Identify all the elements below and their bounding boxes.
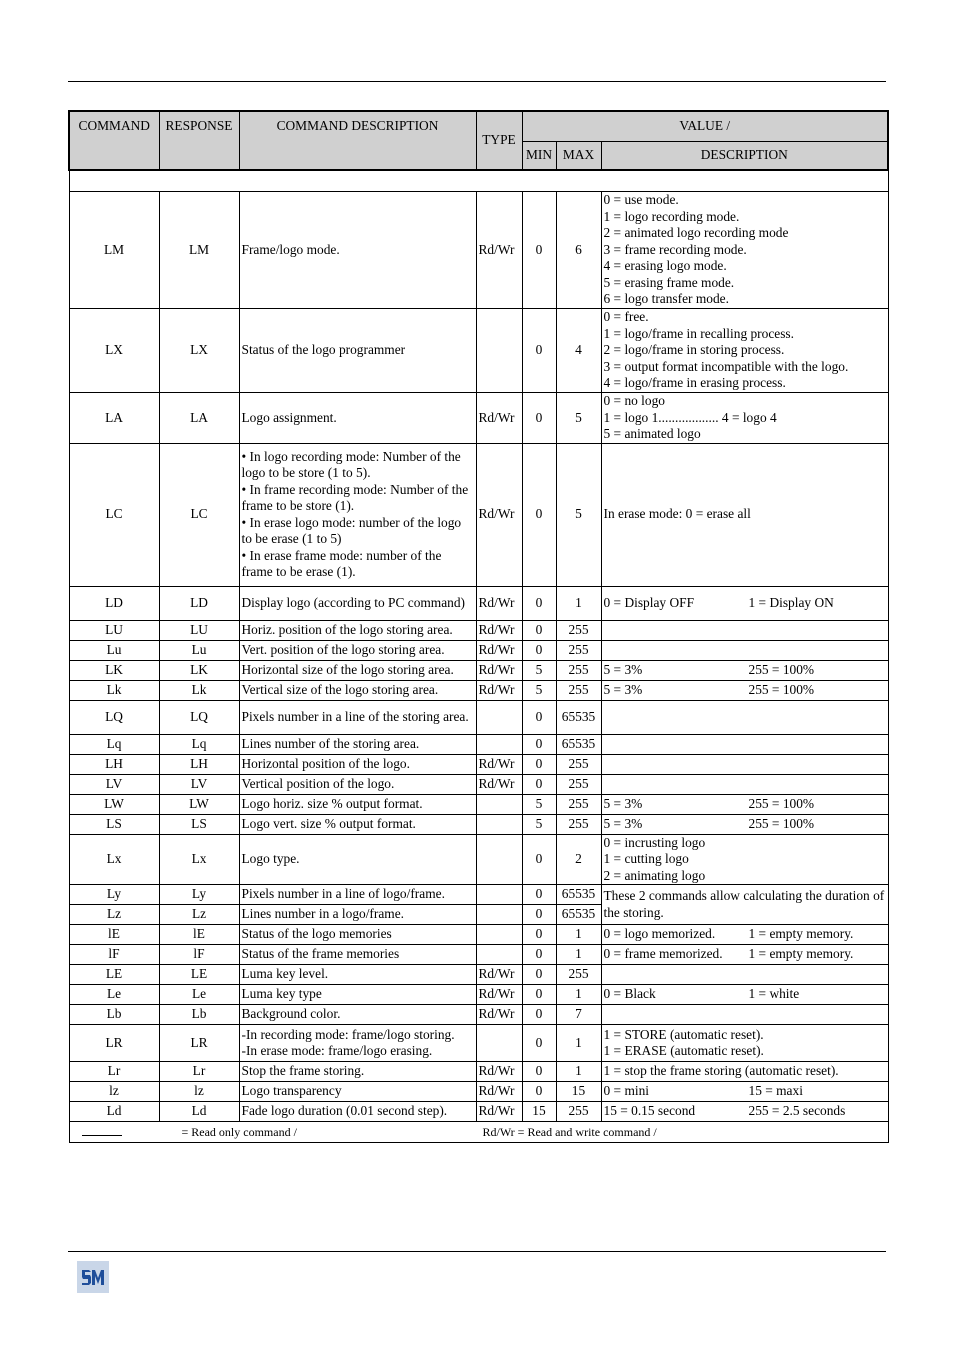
response-cell: Lz bbox=[159, 905, 239, 925]
command-cell: LU bbox=[69, 620, 159, 640]
value-line: 1 = logo 1.................. 4 = logo 4 bbox=[603, 409, 777, 425]
table-row bbox=[69, 443, 888, 586]
table-row bbox=[69, 774, 888, 794]
table-row bbox=[69, 309, 888, 393]
type-cell: Rd/Wr bbox=[476, 620, 522, 640]
response-cell: LU bbox=[159, 620, 239, 640]
value-line: 1 = logo recording mode. bbox=[603, 208, 740, 224]
response-cell: Ld bbox=[159, 1102, 239, 1122]
max-cell: 1 bbox=[556, 1062, 601, 1082]
legend-row bbox=[69, 1122, 888, 1143]
command-cell: LH bbox=[69, 754, 159, 774]
response-cell: lz bbox=[159, 1082, 239, 1102]
min-cell: 0 bbox=[522, 754, 556, 774]
value-description-cell bbox=[601, 985, 888, 1005]
type-cell bbox=[476, 794, 522, 814]
command-cell: Lz bbox=[69, 905, 159, 925]
table-row bbox=[69, 586, 888, 620]
max-cell: 7 bbox=[556, 1005, 601, 1025]
col-header-type: TYPE bbox=[476, 111, 522, 170]
table-row bbox=[69, 985, 888, 1005]
description-cell: Vertical size of the logo storing area. bbox=[239, 680, 476, 700]
response-cell: Lq bbox=[159, 734, 239, 754]
value-line: 0 = no logo bbox=[603, 393, 665, 408]
description-cell: Logo type. bbox=[239, 834, 476, 885]
value-line: 4 = erasing logo mode. bbox=[603, 258, 727, 274]
min-cell: 0 bbox=[522, 1025, 556, 1062]
type-cell bbox=[476, 309, 522, 393]
value-description-cell bbox=[601, 1005, 888, 1025]
command-cell: Ld bbox=[69, 1102, 159, 1122]
description-cell: Background color. bbox=[239, 1005, 476, 1025]
response-cell: lF bbox=[159, 945, 239, 965]
max-cell: 255 bbox=[556, 774, 601, 794]
value-high: 255 = 100% bbox=[748, 815, 815, 831]
command-cell: LC bbox=[69, 443, 159, 586]
description-cell bbox=[239, 1025, 476, 1062]
min-cell: 15 bbox=[522, 1102, 556, 1122]
command-cell: LR bbox=[69, 1025, 159, 1062]
max-cell: 6 bbox=[556, 192, 601, 309]
value-description-cell bbox=[601, 192, 888, 309]
type-cell: Rd/Wr bbox=[476, 660, 522, 680]
response-cell: Ly bbox=[159, 885, 239, 905]
description-cell: Luma key level. bbox=[239, 965, 476, 985]
type-cell bbox=[476, 1025, 522, 1062]
value-low: 5 = 3% bbox=[603, 815, 643, 831]
response-cell: LS bbox=[159, 814, 239, 834]
table-row bbox=[69, 945, 888, 965]
description-cell: Logo transparency bbox=[239, 1082, 476, 1102]
description-cell: Stop the frame storing. bbox=[239, 1062, 476, 1082]
type-cell bbox=[476, 905, 522, 925]
value-line: In erase mode: 0 = erase all bbox=[603, 506, 751, 522]
description-cell: Status of the frame memories bbox=[239, 945, 476, 965]
table-row bbox=[69, 640, 888, 660]
min-cell: 0 bbox=[522, 945, 556, 965]
command-cell: LW bbox=[69, 794, 159, 814]
type-cell: Rd/Wr bbox=[476, 1082, 522, 1102]
type-cell: Rd/Wr bbox=[476, 1062, 522, 1082]
min-cell: 0 bbox=[522, 965, 556, 985]
description-line: -In erase mode: frame/logo erasing. bbox=[241, 1043, 433, 1058]
value-line: 0 = incrusting logo bbox=[603, 834, 706, 850]
response-cell: LX bbox=[159, 309, 239, 393]
type-cell bbox=[476, 814, 522, 834]
min-cell: 0 bbox=[522, 1005, 556, 1025]
description-cell: Status of the logo programmer bbox=[239, 309, 476, 393]
max-cell: 2 bbox=[556, 834, 601, 885]
value-low: 5 = 3% bbox=[603, 681, 643, 697]
value-low: 0 = Display OFF bbox=[603, 594, 695, 610]
value-low: 5 = 3% bbox=[603, 795, 643, 811]
table-row bbox=[69, 794, 888, 814]
max-cell: 65535 bbox=[556, 700, 601, 734]
max-cell: 1 bbox=[556, 1025, 601, 1062]
min-cell: 0 bbox=[522, 925, 556, 945]
max-cell: 65535 bbox=[556, 734, 601, 754]
description-cell: Horiz. position of the logo storing area. bbox=[239, 620, 476, 640]
type-cell bbox=[476, 834, 522, 885]
value-line: 3 = output format incompatible with the logo. bbox=[603, 358, 849, 374]
min-cell: 0 bbox=[522, 192, 556, 309]
max-cell: 1 bbox=[556, 586, 601, 620]
max-cell: 255 bbox=[556, 965, 601, 985]
min-cell: 0 bbox=[522, 393, 556, 444]
response-cell: LR bbox=[159, 1025, 239, 1062]
command-cell: LS bbox=[69, 814, 159, 834]
value-line: 0 = use mode. bbox=[603, 192, 679, 208]
response-cell: LD bbox=[159, 586, 239, 620]
value-description-cell bbox=[601, 443, 888, 586]
max-cell: 5 bbox=[556, 443, 601, 586]
value-description-cell bbox=[601, 1025, 888, 1062]
type-cell: Rd/Wr bbox=[476, 393, 522, 444]
min-cell: 0 bbox=[522, 834, 556, 885]
description-cell: Logo vert. size % output format. bbox=[239, 814, 476, 834]
table-row bbox=[69, 834, 888, 885]
type-cell bbox=[476, 700, 522, 734]
header-rule bbox=[68, 81, 886, 82]
col-header-max: MAX bbox=[556, 142, 601, 171]
description-cell: Fade logo duration (0.01 second step). bbox=[239, 1102, 476, 1122]
value-description-cell bbox=[601, 586, 888, 620]
value-high: 255 = 2.5 seconds bbox=[748, 1103, 846, 1119]
type-cell: Rd/Wr bbox=[476, 774, 522, 794]
legend-read-write: Rd/Wr = Read and write command / bbox=[482, 1124, 657, 1139]
min-cell: 0 bbox=[522, 1062, 556, 1082]
value-line: 2 = logo/frame in storing process. bbox=[603, 342, 785, 358]
command-cell: LV bbox=[69, 774, 159, 794]
description-bullet: • In logo recording mode: Number of the logo to be store (1 to 5). bbox=[241, 448, 461, 480]
table-row bbox=[69, 814, 888, 834]
description-cell bbox=[239, 443, 476, 586]
max-cell: 255 bbox=[556, 814, 601, 834]
table-row bbox=[69, 620, 888, 640]
value-description-cell: These 2 commands allow calculating the duration of the storing. bbox=[601, 885, 888, 925]
value-description-cell bbox=[601, 814, 888, 834]
description-cell: Status of the logo memories bbox=[239, 925, 476, 945]
command-cell: Lq bbox=[69, 734, 159, 754]
value-high: 255 = 100% bbox=[748, 795, 815, 811]
command-cell: LQ bbox=[69, 700, 159, 734]
type-cell bbox=[476, 945, 522, 965]
value-description-cell bbox=[601, 309, 888, 393]
value-description-cell bbox=[601, 834, 888, 885]
value-line: 3 = frame recording mode. bbox=[603, 241, 747, 257]
table-row bbox=[69, 680, 888, 700]
description-cell: Pixels number in a line of logo/frame. bbox=[239, 885, 476, 905]
response-cell: LQ bbox=[159, 700, 239, 734]
min-cell: 0 bbox=[522, 985, 556, 1005]
value-description-cell bbox=[601, 620, 888, 640]
min-cell: 0 bbox=[522, 640, 556, 660]
response-cell: Lr bbox=[159, 1062, 239, 1082]
value-low: 15 = 0.15 second bbox=[603, 1103, 696, 1119]
table-row bbox=[69, 660, 888, 680]
value-line: 5 = erasing frame mode. bbox=[603, 274, 735, 290]
value-low: 5 = 3% bbox=[603, 661, 643, 677]
min-cell: 0 bbox=[522, 905, 556, 925]
max-cell: 1 bbox=[556, 985, 601, 1005]
command-cell: LE bbox=[69, 965, 159, 985]
description-cell: Logo assignment. bbox=[239, 393, 476, 444]
table-row bbox=[69, 734, 888, 754]
value-line: 1 = cutting logo bbox=[603, 851, 689, 866]
type-cell: Rd/Wr bbox=[476, 586, 522, 620]
value-line: 6 = logo transfer mode. bbox=[603, 291, 729, 307]
min-cell: 0 bbox=[522, 700, 556, 734]
command-cell: Lx bbox=[69, 834, 159, 885]
response-cell: LE bbox=[159, 965, 239, 985]
value-line: 0 = free. bbox=[603, 309, 649, 325]
value-line: 2 = animating logo bbox=[603, 867, 706, 883]
response-cell: Lx bbox=[159, 834, 239, 885]
description-cell: Vertical position of the logo. bbox=[239, 774, 476, 794]
command-cell: lF bbox=[69, 945, 159, 965]
command-cell: LD bbox=[69, 586, 159, 620]
command-cell: lz bbox=[69, 1082, 159, 1102]
command-cell: LM bbox=[69, 192, 159, 309]
type-cell: Rd/Wr bbox=[476, 985, 522, 1005]
command-cell: Lb bbox=[69, 1005, 159, 1025]
response-cell: LW bbox=[159, 794, 239, 814]
response-cell: LA bbox=[159, 393, 239, 444]
value-line: 1 = ERASE (automatic reset). bbox=[603, 1043, 764, 1058]
response-cell: LC bbox=[159, 443, 239, 586]
value-high: 1 = Display ON bbox=[748, 594, 834, 610]
response-cell: LV bbox=[159, 774, 239, 794]
company-logo-icon bbox=[77, 1261, 109, 1293]
legend-read-only: = Read only command / bbox=[181, 1124, 297, 1139]
max-cell: 255 bbox=[556, 1102, 601, 1122]
command-cell: LA bbox=[69, 393, 159, 444]
min-cell: 0 bbox=[522, 586, 556, 620]
col-header-value-description: DESCRIPTION bbox=[601, 142, 888, 171]
value-description-cell bbox=[601, 393, 888, 444]
command-cell: Lu bbox=[69, 640, 159, 660]
description-cell: Pixels number in a line of the storing area. bbox=[239, 700, 476, 734]
col-header-min: MIN bbox=[522, 142, 556, 171]
table-row bbox=[69, 754, 888, 774]
response-cell: Lk bbox=[159, 680, 239, 700]
value-low: 0 = mini bbox=[603, 1083, 649, 1099]
table-row bbox=[69, 925, 888, 945]
type-cell bbox=[476, 734, 522, 754]
type-cell bbox=[476, 885, 522, 905]
value-line: 5 = animated logo bbox=[603, 426, 701, 441]
table-row bbox=[69, 700, 888, 734]
min-cell: 0 bbox=[522, 774, 556, 794]
value-description-cell bbox=[601, 774, 888, 794]
description-bullet: • In frame recording mode: Number of the frame to be store (1). bbox=[241, 481, 469, 513]
value-description-cell bbox=[601, 734, 888, 754]
description-cell: Luma key type bbox=[239, 985, 476, 1005]
description-cell: Vert. position of the logo storing area. bbox=[239, 640, 476, 660]
col-header-description: COMMAND DESCRIPTION bbox=[239, 111, 476, 170]
description-cell: Display logo (according to PC command) bbox=[239, 586, 476, 620]
value-description-cell bbox=[601, 965, 888, 985]
max-cell: 1 bbox=[556, 925, 601, 945]
description-cell: Lines number of the storing area. bbox=[239, 734, 476, 754]
max-cell: 255 bbox=[556, 640, 601, 660]
table-row bbox=[69, 965, 888, 985]
spacer-row bbox=[69, 170, 888, 192]
value-high: 255 = 100% bbox=[748, 681, 815, 697]
value-description-cell bbox=[601, 700, 888, 734]
type-cell: Rd/Wr bbox=[476, 1005, 522, 1025]
max-cell: 1 bbox=[556, 945, 601, 965]
description-cell: Horizontal position of the logo. bbox=[239, 754, 476, 774]
value-high: 1 = white bbox=[748, 986, 800, 1002]
max-cell: 4 bbox=[556, 309, 601, 393]
value-high: 1 = empty memory. bbox=[748, 926, 854, 942]
command-cell: Le bbox=[69, 985, 159, 1005]
max-cell: 255 bbox=[556, 794, 601, 814]
value-high: 1 = empty memory. bbox=[748, 946, 854, 962]
type-cell: Rd/Wr bbox=[476, 192, 522, 309]
type-cell bbox=[476, 925, 522, 945]
max-cell: 255 bbox=[556, 620, 601, 640]
min-cell: 5 bbox=[522, 794, 556, 814]
table-row bbox=[69, 1025, 888, 1062]
type-cell: Rd/Wr bbox=[476, 1102, 522, 1122]
max-cell: 255 bbox=[556, 660, 601, 680]
table-row bbox=[69, 1062, 888, 1082]
value-description-cell bbox=[601, 925, 888, 945]
value-description-cell bbox=[601, 660, 888, 680]
min-cell: 0 bbox=[522, 309, 556, 393]
type-cell: Rd/Wr bbox=[476, 640, 522, 660]
type-cell: Rd/Wr bbox=[476, 754, 522, 774]
value-high: 255 = 100% bbox=[748, 661, 815, 677]
description-bullet: • In erase logo mode: number of the logo to be erase (1 to 5) bbox=[241, 514, 462, 546]
value-description-cell bbox=[601, 945, 888, 965]
description-line: -In recording mode: frame/logo storing. bbox=[241, 1026, 455, 1042]
max-cell: 255 bbox=[556, 754, 601, 774]
command-cell: Lk bbox=[69, 680, 159, 700]
table-row bbox=[69, 1102, 888, 1122]
footer-rule bbox=[68, 1251, 886, 1252]
response-cell: lE bbox=[159, 925, 239, 945]
value-description-cell bbox=[601, 794, 888, 814]
min-cell: 0 bbox=[522, 734, 556, 754]
value-line: 1 = stop the frame storing (automatic reset). bbox=[603, 1063, 839, 1079]
command-cell: lE bbox=[69, 925, 159, 945]
value-line: 4 = logo/frame in erasing process. bbox=[603, 375, 786, 391]
value-line: 2 = animated logo recording mode bbox=[603, 225, 789, 241]
command-table bbox=[68, 110, 889, 1143]
value-low: 0 = Black bbox=[603, 986, 656, 1002]
type-cell: Rd/Wr bbox=[476, 680, 522, 700]
read-only-underline bbox=[82, 1135, 122, 1136]
description-cell: Logo horiz. size % output format. bbox=[239, 794, 476, 814]
response-cell: Lb bbox=[159, 1005, 239, 1025]
description-cell: Lines number in a logo/frame. bbox=[239, 905, 476, 925]
col-header-response: RESPONSE bbox=[159, 111, 239, 170]
min-cell: 0 bbox=[522, 1082, 556, 1102]
max-cell: 65535 bbox=[556, 885, 601, 905]
response-cell: LM bbox=[159, 192, 239, 309]
value-description-cell bbox=[601, 1062, 888, 1082]
table-row bbox=[69, 192, 888, 309]
min-cell: 5 bbox=[522, 814, 556, 834]
value-low: 0 = logo memorized. bbox=[603, 926, 716, 942]
table-row bbox=[69, 393, 888, 444]
max-cell: 65535 bbox=[556, 905, 601, 925]
min-cell: 0 bbox=[522, 443, 556, 586]
value-description-cell bbox=[601, 754, 888, 774]
command-cell: LK bbox=[69, 660, 159, 680]
value-line: 1 = STORE (automatic reset). bbox=[603, 1026, 764, 1042]
col-header-command: COMMAND bbox=[69, 111, 159, 170]
response-cell: Lu bbox=[159, 640, 239, 660]
value-description-cell bbox=[601, 1102, 888, 1122]
table-row bbox=[69, 885, 888, 905]
command-cell: Lr bbox=[69, 1062, 159, 1082]
value-description-cell bbox=[601, 640, 888, 660]
command-cell: LX bbox=[69, 309, 159, 393]
response-cell: Le bbox=[159, 985, 239, 1005]
type-cell: Rd/Wr bbox=[476, 443, 522, 586]
description-cell: Horizontal size of the logo storing area. bbox=[239, 660, 476, 680]
col-header-value: VALUE / bbox=[522, 111, 888, 142]
table-row bbox=[69, 1082, 888, 1102]
command-cell: Ly bbox=[69, 885, 159, 905]
min-cell: 0 bbox=[522, 885, 556, 905]
value-description-cell bbox=[601, 1082, 888, 1102]
min-cell: 0 bbox=[522, 620, 556, 640]
value-high: 15 = maxi bbox=[748, 1083, 803, 1099]
response-cell: LH bbox=[159, 754, 239, 774]
min-cell: 5 bbox=[522, 680, 556, 700]
min-cell: 5 bbox=[522, 660, 556, 680]
max-cell: 5 bbox=[556, 393, 601, 444]
max-cell: 15 bbox=[556, 1082, 601, 1102]
value-low: 0 = frame memorized. bbox=[603, 946, 723, 962]
table-row bbox=[69, 1005, 888, 1025]
value-description-cell bbox=[601, 680, 888, 700]
type-cell: Rd/Wr bbox=[476, 965, 522, 985]
value-line: 1 = logo/frame in recalling process. bbox=[603, 325, 794, 341]
description-bullet: • In erase frame mode: number of the frame to be erase (1). bbox=[241, 547, 442, 579]
description-cell: Frame/logo mode. bbox=[239, 192, 476, 309]
max-cell: 255 bbox=[556, 680, 601, 700]
response-cell: LK bbox=[159, 660, 239, 680]
